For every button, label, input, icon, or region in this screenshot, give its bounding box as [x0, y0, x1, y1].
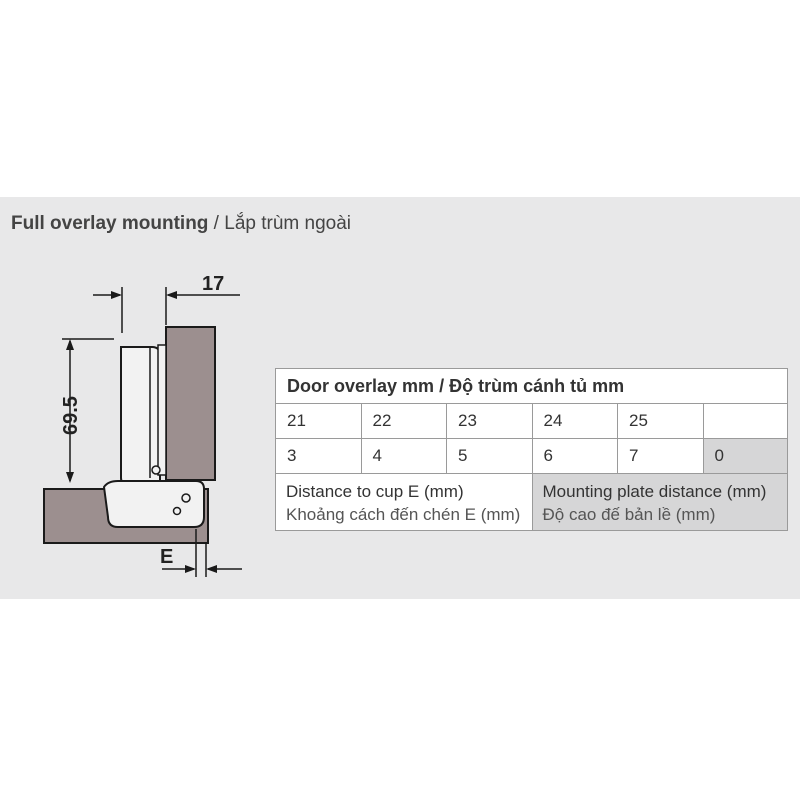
cup-cell: 4	[361, 439, 447, 474]
screw-hole	[182, 494, 190, 502]
title-separator: /	[208, 213, 225, 234]
dimension-17-label: 17	[202, 273, 225, 295]
cup-cell: 7	[618, 439, 704, 474]
dimension-e-label: E	[160, 546, 174, 568]
overlay-cell	[703, 404, 788, 439]
table-row-legend	[276, 474, 788, 531]
screw-hole	[174, 508, 181, 515]
cup-distance-legend	[276, 474, 533, 531]
plate-distance-en: Mounting plate distance (mm)	[542, 482, 767, 501]
cup-cell: 3	[276, 439, 362, 474]
plate-cell: 0	[703, 439, 788, 474]
hinge-diagram	[0, 197, 270, 599]
title-vi: Lắp trùm ngoài	[224, 213, 351, 234]
overlay-cell: 25	[618, 404, 704, 439]
hinge-arm	[121, 347, 160, 484]
overlay-spec-table	[275, 368, 788, 531]
plate-distance-vi: Độ cao đế bản lề (mm)	[542, 505, 716, 524]
hinge-cup	[104, 481, 204, 527]
header-separator: /	[434, 376, 450, 396]
overlay-cell: 24	[532, 404, 618, 439]
overlay-cell: 21	[276, 404, 362, 439]
overlay-cell: 23	[447, 404, 533, 439]
content-panel	[0, 197, 800, 599]
table-header	[276, 369, 788, 404]
cup-distance-vi: Khoảng cách đến chén E (mm)	[286, 505, 521, 524]
cup-distance-en: Distance to cup E (mm)	[286, 482, 464, 501]
hinge-pivot	[152, 466, 160, 474]
table-row-cup	[276, 439, 788, 474]
cup-cell: 6	[532, 439, 618, 474]
plate-distance-legend	[532, 474, 788, 531]
header-en: Door overlay mm	[287, 376, 435, 396]
overlay-cell: 22	[361, 404, 447, 439]
header-vi: Độ trùm cánh tủ mm	[449, 376, 625, 396]
table-row-overlay	[276, 404, 788, 439]
cup-cell: 5	[447, 439, 533, 474]
title-en: Full overlay mounting	[11, 213, 209, 234]
table-header-row	[276, 369, 788, 404]
door-panel	[166, 327, 215, 480]
dimension-69-5-label: 69.5	[60, 396, 82, 435]
